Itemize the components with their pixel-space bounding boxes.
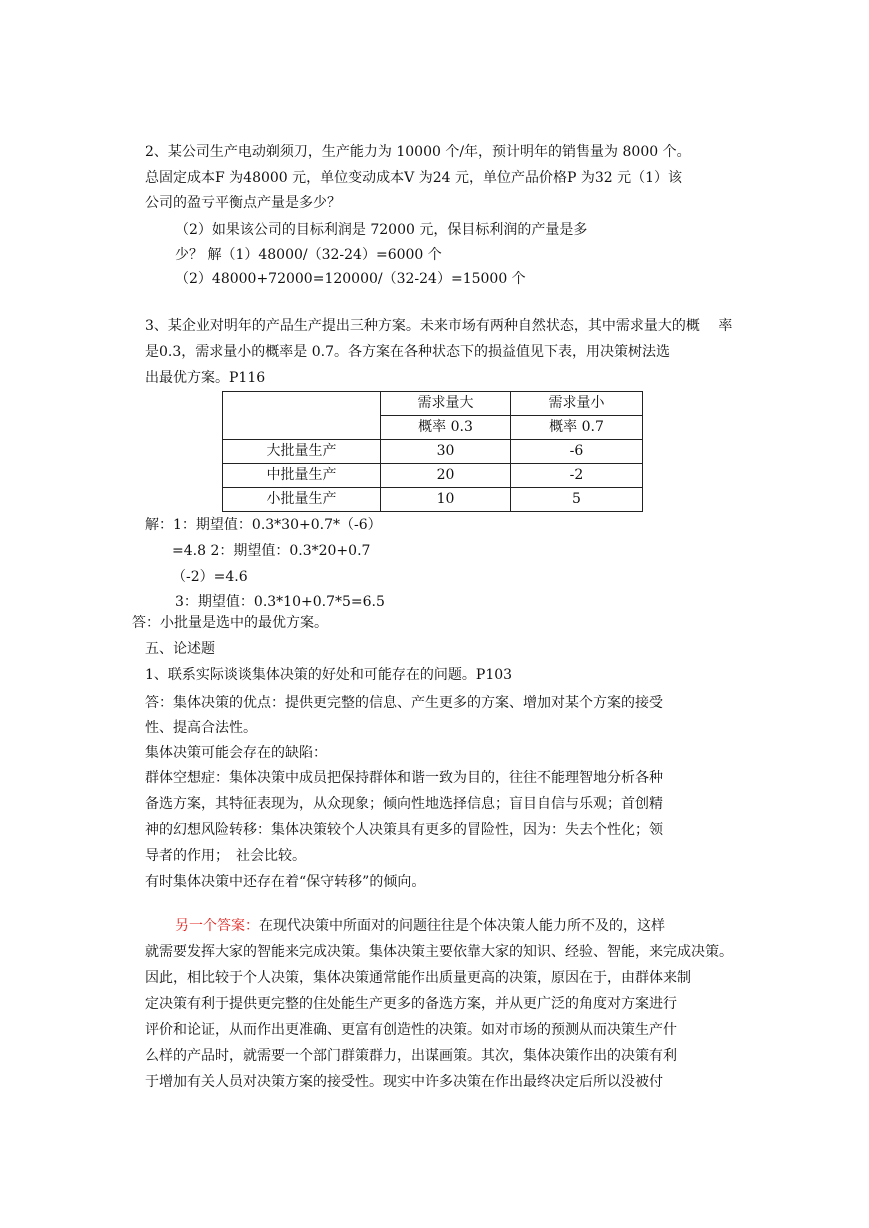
another-answer-line-3: 因此，相比较于个人决策，集体决策通常能作出质量更高的决策，原因在于，由群体来制: [145, 970, 691, 986]
table-cell: 10: [381, 488, 511, 512]
solution-line-1: 解：1：期望值：0.3*30+0.7*（-6）: [145, 517, 382, 533]
another-answer-label: 另一个答案：: [175, 918, 259, 934]
table-header-row: [223, 392, 643, 416]
table-cell: 20: [381, 464, 511, 488]
table-cell: 小批量生产: [223, 488, 381, 512]
q2-line-5: 少？ 解（1）48000/（32-24）=6000 个: [175, 247, 442, 263]
table-corner-cell: [223, 392, 381, 440]
another-answer-text: 在现代决策中所面对的问题往往是个体决策人能力所不及的，这样: [259, 918, 665, 934]
q3-line-3: 出最优方案。P116: [145, 370, 266, 386]
essay-answer-line-6: 神的幻想风险转移：集体决策较个人决策具有更多的冒险性，因为：失去个性化；领: [145, 822, 663, 838]
payoff-table: [222, 391, 643, 512]
another-answer-line-2: 就需要发挥大家的智能来完成决策。集体决策主要依靠大家的知识、经验、智能，来完成决策。: [145, 944, 733, 960]
essay-answer-line-3: 集体决策可能会存在的缺陷：: [145, 745, 327, 761]
table-cell: 大批量生产: [223, 440, 381, 464]
solution-answer: 答：小批量是选中的最优方案。: [132, 615, 328, 631]
table-cell: -6: [511, 440, 643, 464]
another-answer-line-7: 于增加有关人员对决策方案的接受性。现实中许多决策在作出最终决定后所以没被付: [145, 1074, 663, 1090]
table-cell: -2: [511, 464, 643, 488]
solution-line-4: 3：期望值：0.3*10+0.7*5=6.5: [175, 594, 385, 610]
another-answer-line-4: 定决策有利于提供更完整的住处能生产更多的备选方案，并从更广泛的角度对方案进行: [145, 996, 677, 1012]
q2-line-1: 2、某公司生产电动剃须刀，生产能力为 10000 个/年，预计明年的销售量为 8000 个。: [145, 144, 691, 160]
q2-line-2: 总固定成本F 为48000 元，单位变动成本V 为24 元，单位产品价格P 为32 元（1）该: [145, 170, 683, 186]
q3-line-2: 是0.3，需求量小的概率是 0.7。各方案在各种状态下的损益值见下表，用决策树法选: [145, 344, 670, 360]
table-header-cell: 需求量大: [381, 392, 511, 416]
essay-answer-line-2: 性、提高合法性。: [145, 720, 257, 736]
solution-line-3: （-2）=4.6: [172, 569, 248, 585]
another-answer-line-6: 么样的产品时，就需要一个部门群策群力，出谋画策。其次，集体决策作出的决策有利: [145, 1048, 677, 1064]
essay-answer-line-4: 群体空想症：集体决策中成员把保持群体和谐一致为目的，往往不能理智地分析各种: [145, 770, 663, 786]
essay-answer-line-1: 答：集体决策的优点：提供更完整的信息、产生更多的方案、增加对某个方案的接受: [145, 695, 663, 711]
table-cell: 30: [381, 440, 511, 464]
section-title: 五、论述题: [145, 641, 215, 657]
table-header-cell: 需求量小: [511, 392, 643, 416]
table-prob-cell: 概率 0.3: [381, 416, 511, 440]
table-cell: 中批量生产: [223, 464, 381, 488]
essay-answer-line-7: 导者的作用； 社会比较。: [145, 848, 306, 864]
table-row: [223, 488, 643, 512]
another-answer-line-5: 评价和论证，从而作出更准确、更富有创造性的决策。如对市场的预测从而决策生产什: [145, 1022, 677, 1038]
essay-answer-line-8: 有时集体决策中还存在着“保守转移”的倾向。: [145, 874, 426, 890]
q2-line-3: 公司的盈亏平衡点产量是多少？: [145, 195, 341, 211]
table-row: [223, 464, 643, 488]
table-prob-cell: 概率 0.7: [511, 416, 643, 440]
table-row: [223, 440, 643, 464]
q2-line-6: （2）48000+72000=120000/（32-24）=15000 个: [175, 271, 526, 287]
solution-line-2: =4.8 2：期望值：0.3*20+0.7: [172, 543, 371, 559]
essay-question: 1、联系实际谈谈集体决策的好处和可能存在的问题。P103: [145, 667, 513, 683]
q3-line-1: 3、某企业对明年的产品生产提出三种方案。未来市场有两种自然状态，其中需求量大的概 率: [145, 318, 733, 334]
q2-line-4: （2）如果该公司的目标利润是 72000 元，保目标利润的产量是多: [175, 222, 588, 238]
another-answer-line-1: [175, 916, 665, 936]
essay-answer-line-5: 备选方案，其特征表现为，从众现象；倾向性地选择信息；盲目自信与乐观；首创精: [145, 796, 663, 812]
table-cell: 5: [511, 488, 643, 512]
